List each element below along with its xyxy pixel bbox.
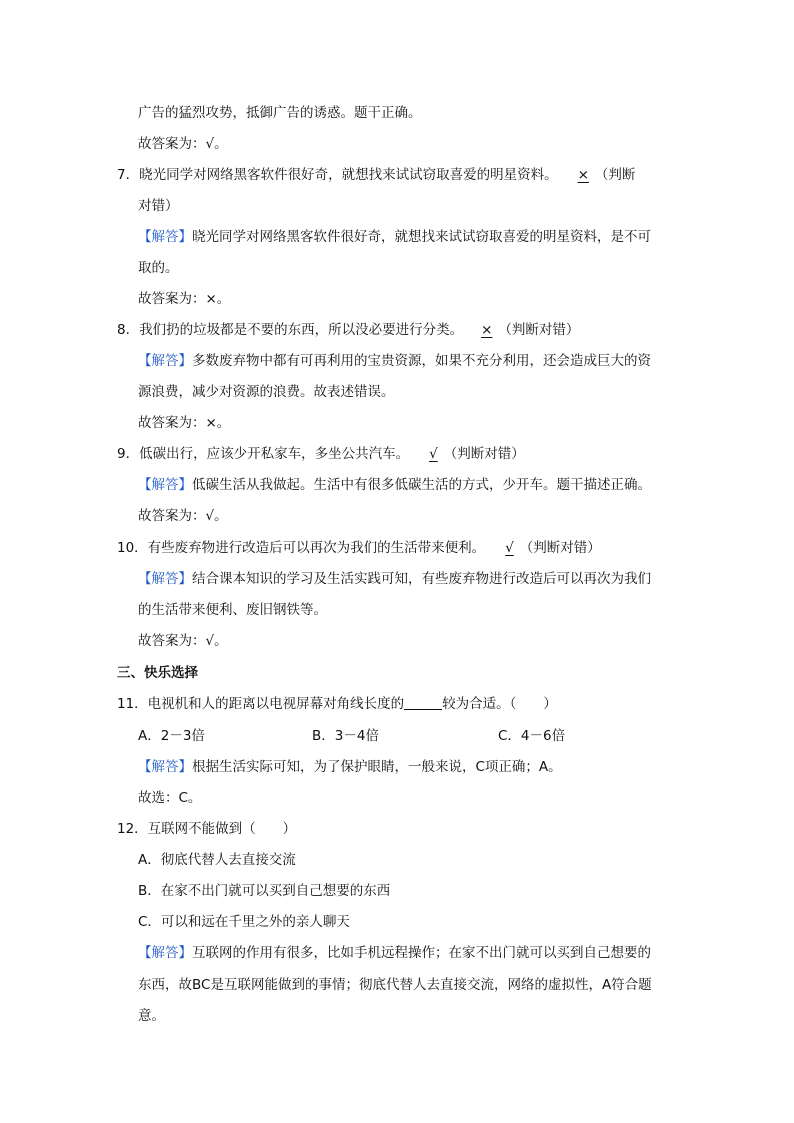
answer-blank: × (577, 167, 589, 183)
solution-9 (138, 475, 651, 495)
solution-11 (138, 757, 562, 777)
answer-line: 故答案为：√。 (138, 136, 228, 152)
answer-line: 故答案为：×。 (138, 415, 231, 431)
solution-text: 晓光同学对网络黑客软件很好奇，就想找来试试窃取喜爱的明星资料，是不可 (192, 229, 651, 245)
solution-8 (138, 351, 651, 371)
question-text: 10．有些废弃物进行改造后可以再次为我们的生活带来便利。 (117, 540, 486, 556)
answer-blank: √ (505, 540, 514, 556)
solution-tag: 【解答】 (138, 477, 192, 493)
question-text: 11．电视机和人的距离以电视屏幕对角线长度的 (117, 696, 405, 712)
text-line: 广告的猛烈攻势，抵御广告的诱惑。题干正确。 (138, 105, 422, 121)
answer-line: 故选：C。 (138, 790, 202, 806)
judge-label: （判断对错） (498, 322, 580, 338)
option-c: C．可以和远在千里之外的亲人聊天 (138, 914, 350, 930)
solution-12 (138, 943, 651, 963)
solution-text-cont: 的生活带来便利、废旧钢铁等。 (138, 602, 327, 618)
judge-label: （判断对错） (519, 540, 601, 556)
answer-blank: √ (429, 446, 438, 462)
question-9 (117, 444, 525, 464)
answer-blank: × (481, 322, 493, 338)
solution-tag: 【解答】 (138, 571, 192, 587)
solution-tag: 【解答】 (138, 759, 192, 775)
question-10 (117, 538, 601, 558)
question-7 (117, 165, 635, 185)
solution-tag: 【解答】 (138, 945, 192, 961)
answer-line: 故答案为：√。 (138, 508, 228, 524)
judge-label: （判断对错） (443, 446, 525, 462)
question-12: 12．互联网不能做到（ ） (117, 821, 297, 837)
question-text: 9．低碳出行，应该少开私家车，多坐公共汽车。 (117, 446, 410, 462)
solution-10 (138, 569, 651, 589)
judge-label-cont: 对错） (138, 198, 179, 214)
solution-text-cont: 东西，故BC是互联网能做到的事情；彻底代替人去直接交流，网络的虚拟性，A符合题 (138, 977, 652, 993)
answer-blank (404, 695, 442, 710)
solution-text: 结合课本知识的学习及生活实践可知，有些废弃物进行改造后可以再次为我们 (192, 571, 651, 587)
option-a: A．彻底代替人去直接交流 (138, 852, 296, 868)
solution-tag: 【解答】 (138, 229, 192, 245)
option-b: B．3－4倍 (312, 728, 379, 744)
question-text-end: 较为合适。（ ） (442, 696, 557, 712)
option-c: C．4－6倍 (498, 728, 566, 744)
question-8 (117, 320, 579, 340)
solution-text-cont: 取的。 (138, 260, 179, 276)
solution-text-cont: 源浪费，减少对资源的浪费。故表述错误。 (138, 384, 395, 400)
solution-text: 根据生活实际可知，为了保护眼睛，一般来说，C项正确；A。 (192, 759, 562, 775)
answer-line: 故答案为：×。 (138, 291, 231, 307)
question-11 (117, 694, 557, 714)
solution-text: 低碳生活从我做起。生活中有很多低碳生活的方式，少开车。题干描述正确。 (192, 477, 651, 493)
option-a: A．2－3倍 (138, 728, 205, 744)
solution-7 (138, 227, 651, 247)
solution-text-cont: 意。 (138, 1008, 165, 1024)
solution-text: 多数废弃物中都有可再利用的宝贵资源，如果不充分利用，还会造成巨大的资 (192, 353, 651, 369)
question-text: 7．晓光同学对网络黑客软件很好奇，就想找来试试窃取喜爱的明星资料。 (117, 167, 558, 183)
solution-text: 互联网的作用有很多，比如手机远程操作；在家不出门就可以买到自己想要的 (192, 945, 651, 961)
judge-label: （判断 (594, 167, 636, 183)
question-text: 8．我们扔的垃圾都是不要的东西，所以没必要进行分类。 (117, 322, 464, 338)
option-b: B．在家不出门就可以买到自己想要的东西 (138, 883, 391, 899)
solution-tag: 【解答】 (138, 353, 192, 369)
section-heading: 三、快乐选择 (117, 665, 198, 681)
answer-line: 故答案为：√。 (138, 633, 228, 649)
